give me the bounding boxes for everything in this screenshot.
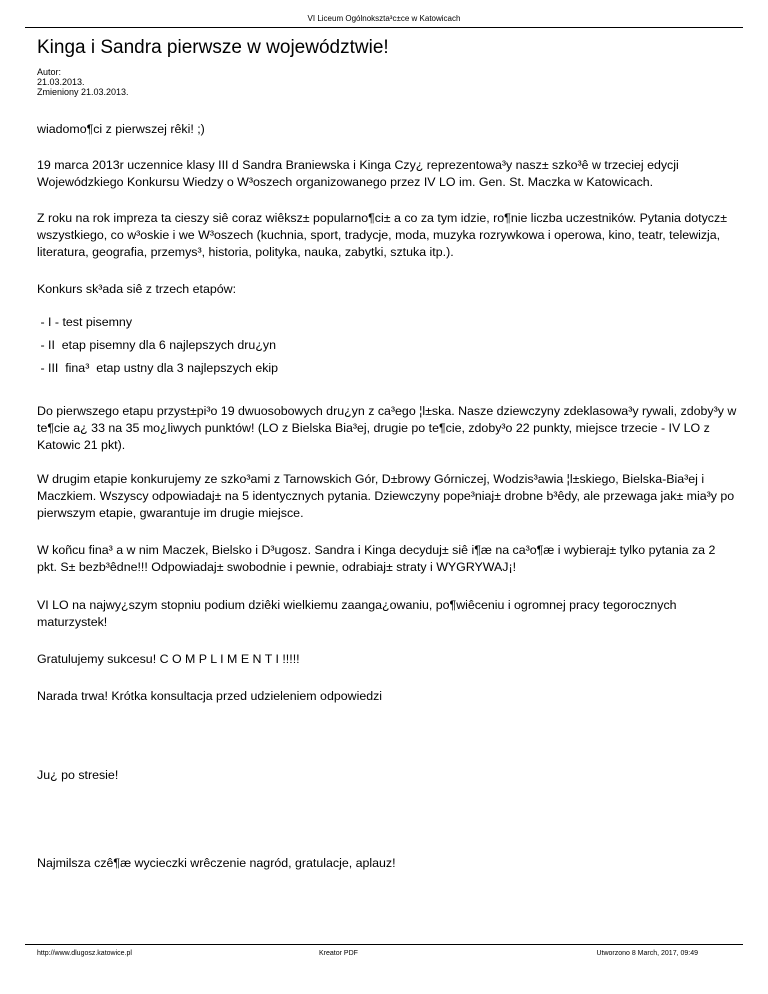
- paragraph: 19 marca 2013r uczennice klasy III d Sandra Braniewska i Kinga Czy¿ reprezentowa³y nasz± szko³ê w trzeciej edycji Wojewódzkiego Konkursu Wiedzy o W³oszech organizowanego przez IV LO im. Gen. St. Maczka w Katowicach.: [37, 158, 679, 189]
- paragraph: W drugim etapie konkurujemy ze szko³ami z Tarnowskich Gór, D±browy Górniczej, Wodzis³awia ¦l±skiego, Bielska-Bia³ej i Maczkiem. Wszyscy odpowiadaj± na 5 identycznych pytania. Dziewczyny pope³niaj± drobne b³êdy, ale przewaga jak± mia³y po pierwszym etapie, gwarantuje im drugie miejsce.: [37, 472, 735, 520]
- photo-caption: Najmilsza czê¶æ wycieczki wrêczenie nagród, gratulacje, aplauz!: [37, 856, 396, 870]
- photo-caption: Ju¿ po stresie!: [37, 768, 119, 782]
- footer-url: http://www.dlugosz.katowice.pl: [37, 950, 132, 957]
- paragraph: Do pierwszego etapu przyst±pi³o 19 dwuosobowych dru¿yn z ca³ego ¦l±ska. Nasze dziewczyny zdeklasowa³y rywali, zdoby³y w te¶cie a¿ 33 na 35 mo¿liwych punktów! (LO z Bielska Bia³ej, drugie po te¶cie, zdoby³o 22 punkty, miejsce trzecie - IV LO z Katowic 21 pkt).: [37, 404, 737, 452]
- paragraph: Gratulujemy sukcesu! C O M P L I M E N T I !!!!!: [37, 652, 300, 666]
- paragraph: VI LO na najwy¿szym stopniu podium dziêki wielkiemu zaanga¿owaniu, po¶wiêceniu i ogromnej pracy tegorocznych maturzystek!: [37, 598, 677, 629]
- list-item: - I - test pisemny: [37, 315, 133, 329]
- article-meta: [37, 67, 129, 97]
- author-label: Autor:: [37, 67, 62, 77]
- footer-divider: [25, 944, 743, 945]
- page-header: VI Liceum Ogólnokszta³c±ce w Katowicach: [307, 14, 461, 23]
- paragraph: W koñcu fina³ a w nim Maczek, Bielsko i D³ugosz. Sandra i Kinga decyduj± siê i¶æ na ca³o¶æ i wybieraj± tylko pytania za 2 pkt. S± bezb³êdne!!! Odpowiadaj± swobodnie i pewnie, odrabiaj± straty i WYGRYWAJ¡!: [37, 543, 716, 574]
- header-divider: [25, 27, 743, 28]
- paragraph: Z roku na rok impreza ta cieszy siê coraz wiêksz± popularno¶ci± a co za tym idzie, ro¶nie liczba uczestników. Pytania dotycz± wszystkiego, co w³oskie i we W³oszech (kuchnia, sport, tradycje, moda, muzyka rozrywkowa i operowa, kino, teatr, telewizja, literatura, geografia, przemys³, historia, polityka, nauka, zabytki, sztuka itp.).: [37, 211, 728, 259]
- paragraph: Konkurs sk³ada siê z trzech etapów:: [37, 282, 237, 296]
- publish-date: 21.03.2013.: [37, 77, 85, 87]
- photo-caption: Narada trwa! Krótka konsultacja przed udzieleniem odpowiedzi: [37, 689, 383, 703]
- list-item: - II etap pisemny dla 6 najlepszych dru¿yn: [37, 338, 276, 352]
- footer-generator: Kreator PDF: [319, 950, 358, 957]
- footer-created: Utworzono 8 March, 2017, 09:49: [596, 950, 698, 957]
- paragraph: wiadomo¶ci z pierwszej rêki! ;): [37, 122, 205, 136]
- list-item: - III fina³ etap ustny dla 3 najlepszych ekip: [37, 361, 279, 375]
- article-title: Kinga i Sandra pierwsze w województwie!: [37, 37, 389, 58]
- modified-date: Zmieniony 21.03.2013.: [37, 87, 129, 97]
